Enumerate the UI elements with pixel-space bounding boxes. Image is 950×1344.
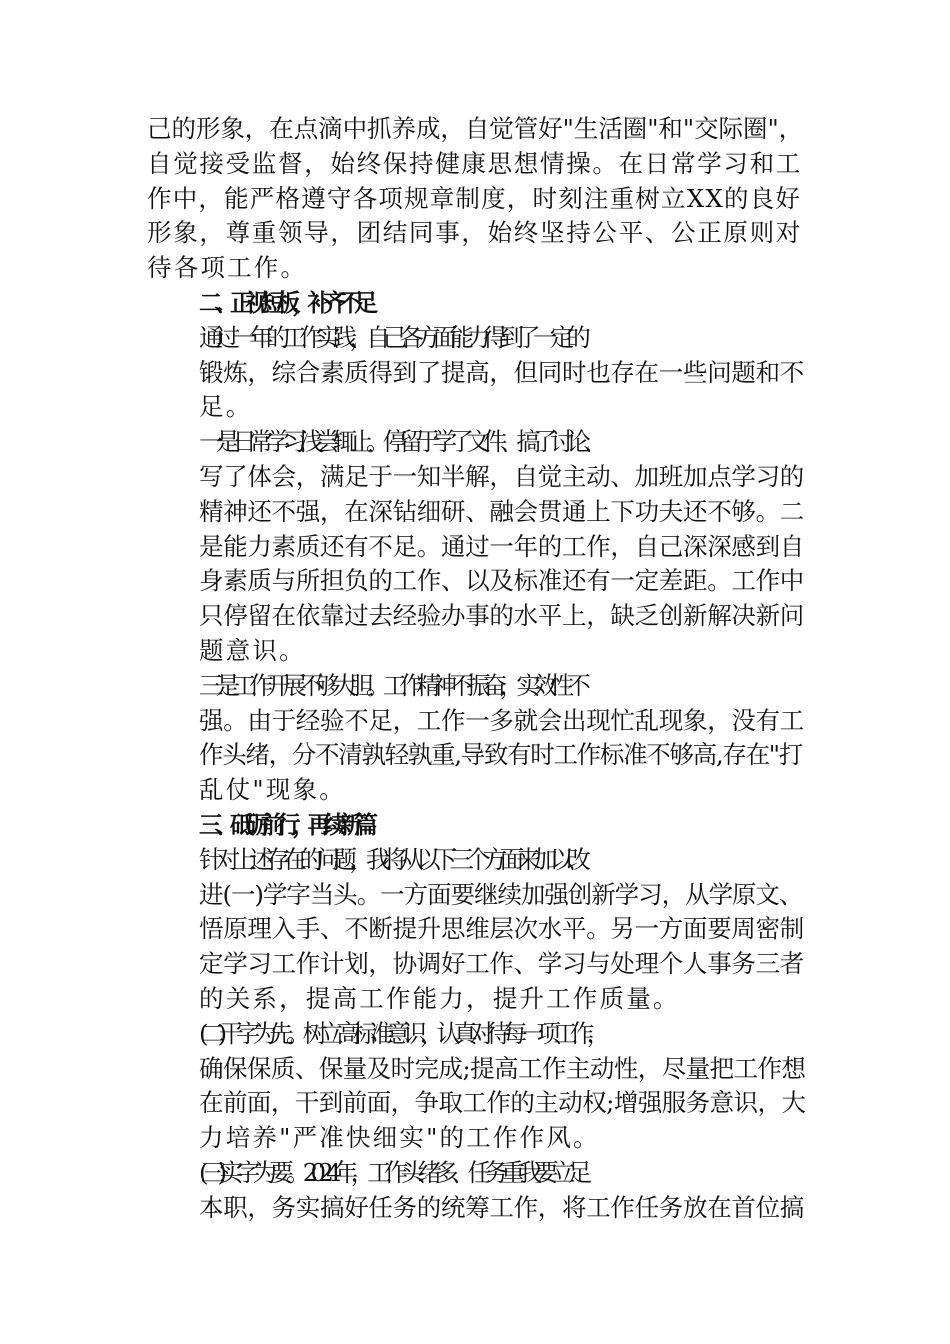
text-line: 作头绪，分不清孰轻孰重,导致有时工作标准不够高,存在"打 (199, 740, 802, 770)
body-paragraph (147, 669, 807, 808)
text-line: 悟原理入手、不断提升思维层次水平。另一方面要周密制 (199, 914, 804, 944)
text-line: 本职，务实搞好任务的统筹工作，将工作任务放在首位搞 (199, 1192, 804, 1222)
text-line: 三是工作开展不够大胆。工作精神不振奋，实效性不 (199, 670, 584, 700)
text-line: 作中，能严格遵守各项规章制度，时刻注重树立XX的良好 (147, 183, 802, 213)
body-paragraph (147, 112, 807, 286)
text-line: 力培养"严准快细实"的工作作风。 (199, 1123, 600, 1153)
text-line: 二、正视短板，补齐不足 (199, 288, 370, 317)
text-line: 自觉接受监督，始终保持健康思想情操。在日常学习和工 (147, 148, 802, 178)
text-line: 足。 (199, 392, 253, 422)
section-heading (147, 286, 807, 321)
body-paragraph (147, 1156, 807, 1226)
section-heading (147, 808, 807, 843)
text-line: (三)实字为要。2024年，工作头绪多、任务重我要立足 (199, 1157, 585, 1187)
text-line: 精神还不强，在深钻细研、融会贯通上下功夫还不够。二 (199, 496, 804, 526)
text-line: 强。由于经验不足，工作一多就会出现忙乱现象，没有工 (199, 705, 804, 735)
body-paragraph (147, 321, 807, 425)
text-line: 待各项工作。 (147, 253, 308, 283)
text-line: 是能力素质还有不足。通过一年的工作，自己深深感到自 (199, 531, 804, 561)
text-line: (二)干字为先。树立高标准意识，认真对待每一项工作， (199, 1018, 604, 1048)
body-paragraph (147, 425, 807, 669)
text-line: 形象，尊重领导，团结同事，始终坚持公平、公正原则对 (147, 218, 802, 248)
text-line: 的关系，提高工作能力，提升工作质量。 (199, 983, 680, 1013)
text-line: 乱仗"现象。 (199, 775, 346, 805)
body-paragraph (147, 843, 807, 1017)
text-line: 身素质与所担负的工作、以及标准还有一定差距。工作中 (199, 566, 804, 596)
text-line: 锻炼，综合素质得到了提高，但同时也存在一些问题和不 (199, 357, 804, 387)
text-line: 在前面，干到前面，争取工作的主动权;增强服务意识，大 (199, 1088, 806, 1118)
text-line: 定学习工作计划，协调好工作、学习与处理个人事务三者 (199, 949, 804, 979)
text-line: 针对上述存在的问题，我将从以下三个方面来加以改 (199, 844, 584, 874)
text-line: 题意识。 (199, 635, 306, 665)
document-body (147, 112, 807, 1226)
text-line: 通过一年的工作实践，自己各方面能力得到了一定的 (199, 322, 584, 352)
text-line: 进(一)学字当头。一方面要继续加强创新学习，从学原文、 (199, 879, 803, 909)
body-paragraph (147, 1017, 807, 1156)
text-line: 只停留在依靠过去经验办事的水平上，缺乏创新解决新问 (199, 601, 804, 631)
text-line: 确保保质、保量及时完成;提高工作主动性，尽量把工作想 (199, 1053, 806, 1083)
text-line: 一是日常学习浅尝辄止。停留于学了文件、搞了讨论、 (199, 427, 600, 457)
text-line: 三、砥砺前行，再续新篇 (199, 810, 370, 839)
text-line: 己的形象，在点滴中抓养成，自觉管好"生活圈"和"交际圈"， (147, 114, 804, 143)
text-line: 写了体会，满足于一知半解，自觉主动、加班加点学习的 (199, 461, 804, 491)
